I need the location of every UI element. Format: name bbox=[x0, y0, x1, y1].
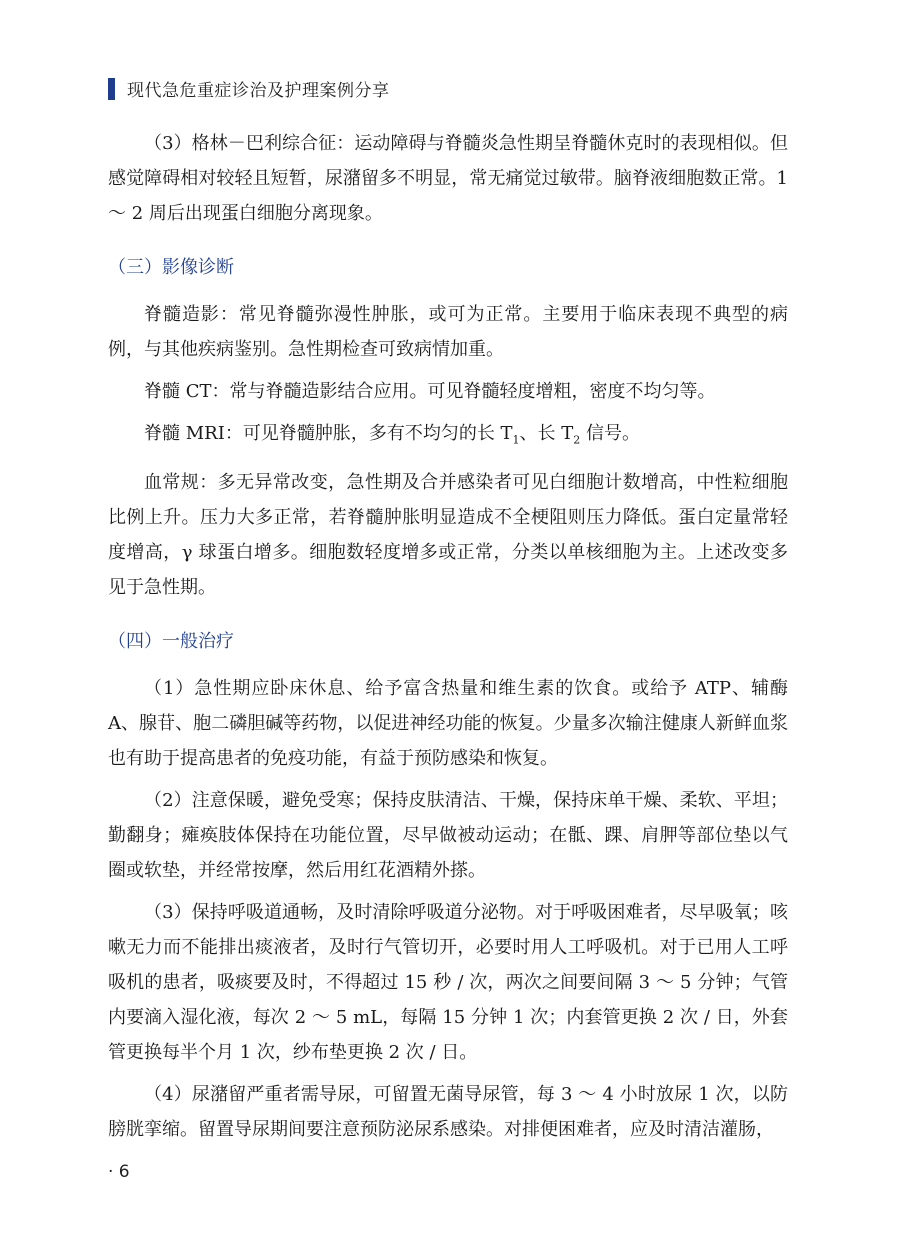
page-number: · 6 bbox=[108, 1162, 130, 1182]
header-accent-bar bbox=[108, 78, 115, 100]
running-header bbox=[108, 76, 390, 101]
section-heading-imaging: （三）影像诊断 bbox=[108, 257, 234, 278]
paragraph-guillain-barre: （3）格林－巴利综合征：运动障碍与脊髓炎急性期呈脊髓休克时的表现相似。但感觉障碍相对较轻且短暂，尿潴留多不明显，常无痛觉过敏带。脑脊液细胞数正常。1 ～ 2 周后出现蛋白细胞分离现象。 bbox=[108, 133, 788, 224]
paragraph-spinal-mri: 脊髓 MRI：可见脊髓肿胀，多有不均匀的长 $T_1$、长 $T_2$ 信号。 bbox=[144, 423, 641, 447]
page-body bbox=[108, 126, 788, 1154]
paragraph-myelography: 脊髓造影：常见脊髓弥漫性肿胀，或可为正常。主要用于临床表现不典型的病例，与其他疾病鉴别。急性期检查可致病情加重。 bbox=[108, 304, 788, 360]
paragraph-spinal-ct: 脊髓 CT：常与脊髓造影结合应用。可见脊髓轻度增粗，密度不均匀等。 bbox=[144, 381, 716, 402]
paragraph-treatment-4: （4）尿潴留严重者需导尿，可留置无菌导尿管，每 3 ～ 4 小时放尿 1 次，以防膀胱挛缩。留置导尿期间要注意预防泌尿系感染。对排便困难者，应及时清洁灌肠， bbox=[108, 1083, 788, 1140]
book-title: 现代急危重症诊治及护理案例分享 bbox=[127, 81, 390, 101]
paragraph-treatment-3: （3）保持呼吸道通畅，及时清除呼吸道分泌物。对于呼吸困难者，尽早吸氧；咳嗽无力而不能排出痰液者，及时行气管切开，必要时用人工呼吸机。对于已用人工呼吸机的患者，吸痰要及时，不得超过 15 秒 / 次，两次之间要间隔 3 ～ 5 分钟；气管内要滴入湿化液，每次 2 ～ 5 mL，每隔 15 分钟 1 次；内套管更换 2 次 / 日，外套管更换每半个月 1 次，纱布垫更换 2 次 / 日。 bbox=[108, 901, 788, 1063]
paragraph-treatment-2: （2）注意保暖，避免受寒；保持皮肤清洁、干燥，保持床单干燥、柔软、平坦；勤翻身；瘫痪肢体保持在功能位置，尽早做被动运动；在骶、踝、肩胛等部位垫以气圈或软垫，并经常按摩，然后用红花酒精外搽。 bbox=[108, 789, 788, 881]
section-heading-general-treatment: （四）一般治疗 bbox=[108, 630, 234, 652]
paragraph-blood-routine: 血常规：多无异常改变，急性期及合并感染者可见白细胞计数增高，中性粒细胞比例上升。压力大多正常，若脊髓肿胀明显造成不全梗阻则压力降低。蛋白定量常轻度增高，γ 球蛋白增多。细胞数轻度增多或正常，分类以单核细胞为主。上述改变多见于急性期。 bbox=[108, 471, 788, 598]
paragraph-treatment-1: （1）急性期应卧床休息、给予富含热量和维生素的饮食。或给予 ATP、辅酶 A、腺苷、胞二磷胆碱等药物，以促进神经功能的恢复。少量多次输注健康人新鲜血浆也有助于提高患者的免疫功能，有益于预防感染和恢复。 bbox=[108, 677, 788, 769]
